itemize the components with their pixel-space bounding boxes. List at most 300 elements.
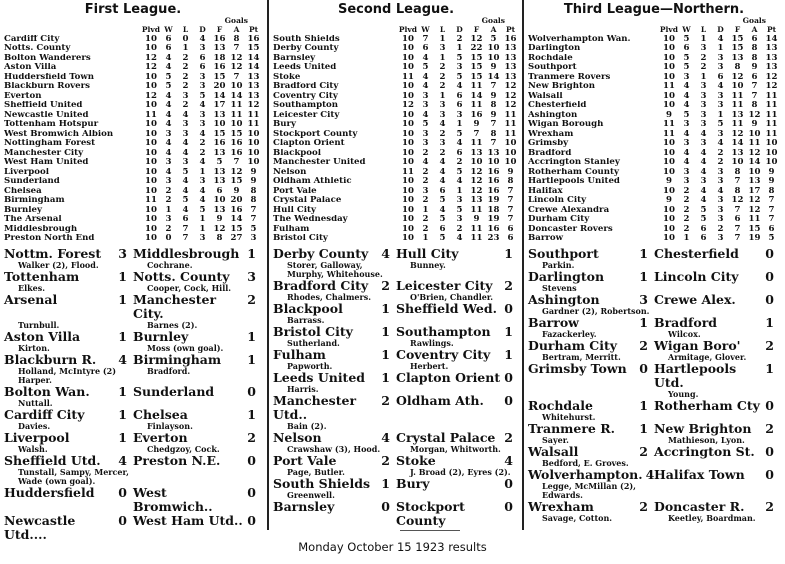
drawn-cell: 4 <box>199 100 206 110</box>
scorers-line <box>273 261 519 279</box>
played-cell: 10 <box>144 33 157 44</box>
goals-for-cell: 9 <box>216 214 223 224</box>
match-result <box>528 247 780 261</box>
goals-for-cell: 11 <box>731 90 744 101</box>
home-side <box>4 385 133 399</box>
lost-cell: 2 <box>700 52 707 63</box>
home-score: 1 <box>118 383 127 399</box>
drawn-cell: 3 <box>199 43 206 53</box>
standings-row <box>273 44 519 54</box>
drawn-cell: 3 <box>717 195 724 205</box>
team-name: Stoke <box>273 72 301 82</box>
team-name: Notts. County <box>4 44 71 53</box>
home-scorers: Page, Butler. <box>287 466 345 477</box>
won-cell: 5 <box>422 119 429 129</box>
home-side <box>4 486 133 514</box>
goals-for-cell: 11 <box>470 81 483 91</box>
standings-row <box>273 73 519 83</box>
goals-against-cell: 14 <box>487 71 500 82</box>
team-name: Leeds United <box>273 63 337 72</box>
away-score: 2 <box>247 291 256 307</box>
goals-against-cell: 16 <box>230 138 243 148</box>
match-result <box>528 362 780 390</box>
home-score: 1 <box>381 369 390 385</box>
goals-against-cell: 17 <box>748 185 761 196</box>
away-team: Crystal Palace <box>396 429 496 445</box>
goals-for-cell: 14 <box>731 138 744 148</box>
away-side <box>133 330 262 344</box>
team-name: Barnsley <box>273 53 316 63</box>
home-team: Tottenham <box>4 268 80 284</box>
goals-against-cell: 7 <box>233 71 240 82</box>
goals-against-cell: 7 <box>490 138 497 148</box>
team-name: Clapton Orient <box>273 139 345 148</box>
drawn-cell: 3 <box>717 233 724 243</box>
away-scorers: O'Brien, Chandler. <box>410 291 494 302</box>
points-cell: 7 <box>250 214 257 224</box>
home-score: 1 <box>639 245 648 261</box>
match-result <box>528 316 780 330</box>
home-score: 3 <box>639 291 648 307</box>
team-name: Oldham Athletic <box>273 177 352 186</box>
away-score: 1 <box>247 351 256 367</box>
won-cell: 3 <box>683 138 690 148</box>
goals-against-cell: 19 <box>487 195 500 205</box>
away-team: Clapton Orient <box>396 369 501 385</box>
away-side <box>133 514 262 542</box>
away-side <box>654 500 780 514</box>
team-name: Wrexham <box>528 129 574 139</box>
won-cell: 2 <box>683 185 690 196</box>
header-a: A <box>751 25 758 34</box>
goals-for-cell: 20 <box>213 81 226 91</box>
goals-for-cell: 15 <box>731 33 744 44</box>
away-scorers: Mathieson, Lyon. <box>668 434 745 445</box>
results-list <box>273 247 519 528</box>
away-scorers: Keetley, Boardman. <box>668 512 756 523</box>
lost-cell: 4 <box>439 204 446 215</box>
away-team: Burnley <box>133 328 189 344</box>
goals-for-cell: 16 <box>470 109 483 120</box>
lost-cell: 3 <box>700 119 707 129</box>
home-score: 2 <box>639 443 648 459</box>
away-side <box>654 270 780 284</box>
won-cell: 4 <box>683 100 690 110</box>
played-cell: 10 <box>144 185 157 196</box>
scorers-line <box>4 367 262 385</box>
home-score: 2 <box>639 337 648 353</box>
home-team: Manchester Utd.. <box>273 392 357 422</box>
played-cell: 10 <box>662 138 675 148</box>
home-score: 4 <box>645 466 655 482</box>
header-l: L <box>700 25 707 34</box>
home-side <box>273 247 396 261</box>
points-cell: 7 <box>768 204 775 215</box>
lost-cell: 4 <box>182 138 189 148</box>
lost-cell: 1 <box>182 43 189 53</box>
away-scorers: Herbert. <box>410 360 449 371</box>
won-cell: 4 <box>683 147 690 158</box>
team-name: Manchester United <box>273 158 366 167</box>
played-cell: 12 <box>401 100 414 110</box>
won-cell: 6 <box>683 43 690 53</box>
home-score: 3 <box>118 245 127 261</box>
match-result <box>273 348 519 362</box>
home-side <box>273 477 396 491</box>
home-team: Arsenal <box>4 291 58 307</box>
lost-cell: 1 <box>439 90 446 101</box>
team-name: West Bromwich Albion <box>4 129 114 139</box>
played-cell: 10 <box>662 71 675 82</box>
scorers-line <box>528 482 780 500</box>
lost-cell: 2 <box>439 147 446 158</box>
lost-cell: 4 <box>439 166 446 177</box>
match-result <box>528 445 780 459</box>
away-score: 2 <box>765 498 774 514</box>
lost-cell: 1 <box>700 71 707 82</box>
won-cell: 5 <box>683 33 690 44</box>
drawn-cell: 4 <box>717 33 724 44</box>
standings-row <box>273 149 519 159</box>
away-scorers: Chedgzoy, Cock. <box>147 443 220 454</box>
goals-for-cell: 13 <box>731 52 744 63</box>
standings-table <box>4 25 262 244</box>
lost-cell: 3 <box>700 43 707 53</box>
played-cell: 10 <box>662 223 675 234</box>
away-scorers: Wilcox. <box>668 328 701 339</box>
played-cell: 10 <box>662 157 675 167</box>
goals-against-cell: 16 <box>487 185 500 196</box>
points-cell: 9 <box>507 166 514 177</box>
standings-row <box>4 225 262 235</box>
lost-cell: 4 <box>182 109 189 120</box>
played-cell: 11 <box>401 166 414 177</box>
goals-for-cell: 15 <box>731 43 744 53</box>
won-cell: 5 <box>422 62 429 72</box>
header-f: F <box>473 25 480 34</box>
played-cell: 11 <box>144 109 157 120</box>
points-cell: 7 <box>768 214 775 224</box>
home-team: Derby County <box>273 245 369 261</box>
away-team: Preston N.E. <box>133 452 221 468</box>
points-cell: 9 <box>250 176 257 186</box>
home-scorers: Storer, Galloway, Murphy, Whitehouse. <box>287 259 383 279</box>
away-score: 1 <box>247 328 256 344</box>
team-name: Bolton Wanderers <box>4 53 91 63</box>
first-league-column <box>4 0 262 542</box>
away-side <box>396 454 519 468</box>
points-cell: 12 <box>765 81 778 91</box>
standings-row <box>273 215 519 225</box>
won-cell: 1 <box>165 204 172 215</box>
goals-against-cell: 10 <box>487 43 500 53</box>
team-name: Fulham <box>273 224 310 234</box>
team-name: New Brighton <box>528 82 595 91</box>
played-cell: 10 <box>662 233 675 243</box>
won-cell: 5 <box>683 109 690 120</box>
team-name: Bury <box>273 120 297 129</box>
lost-cell: 1 <box>439 52 446 63</box>
goals-against-cell: 12 <box>230 62 243 72</box>
away-score: 0 <box>504 475 513 491</box>
home-side <box>528 445 654 459</box>
away-team: Rotherham Cty <box>654 397 760 413</box>
home-team: Ashington <box>528 291 600 307</box>
goals-against-cell: 6 <box>751 71 758 82</box>
drawn-cell: 6 <box>456 90 463 101</box>
home-score: 1 <box>381 475 390 491</box>
home-side <box>273 500 396 528</box>
goals-for-cell: 15 <box>213 71 226 82</box>
away-team: Sheffield Wed. <box>396 300 497 316</box>
team-name: Crystal Palace <box>273 196 342 205</box>
goals-against-cell: 10 <box>487 52 500 63</box>
goals-against-cell: 15 <box>748 223 761 234</box>
goals-for-cell: 13 <box>731 147 744 158</box>
drawn-cell: 3 <box>717 166 724 177</box>
header-a: A <box>490 25 497 34</box>
won-cell: 3 <box>165 176 172 186</box>
played-cell: 11 <box>144 195 157 205</box>
goals-header: Goals <box>481 16 505 25</box>
standings-row <box>273 35 519 45</box>
lost-cell: 7 <box>182 223 189 234</box>
away-team: Doncaster R. <box>654 498 745 514</box>
scorers-line <box>528 514 780 523</box>
drawn-cell: 1 <box>717 109 724 120</box>
home-side <box>528 362 654 390</box>
team-name: Birmingham <box>4 196 65 205</box>
goals-for-cell: 12 <box>213 223 226 234</box>
team-name: Southampton <box>273 101 339 110</box>
played-cell: 10 <box>662 185 675 196</box>
scorers-line <box>4 468 262 486</box>
away-side <box>396 431 519 445</box>
lost-cell: 4 <box>700 166 707 177</box>
goals-for-cell: 15 <box>470 52 483 63</box>
match-result <box>528 293 780 307</box>
team-name: Leicester City <box>273 110 340 120</box>
goals-for-cell: 16 <box>213 138 226 148</box>
goals-against-cell: 9 <box>490 90 497 101</box>
won-cell: 4 <box>165 109 172 120</box>
lost-cell: 2 <box>439 128 446 139</box>
drawn-cell: 3 <box>717 90 724 101</box>
played-cell: 10 <box>144 138 157 148</box>
goals-against-cell: 14 <box>230 214 243 224</box>
won-cell: 2 <box>422 214 429 224</box>
standings-row <box>273 234 519 244</box>
home-scorers: Sayer. <box>542 434 569 445</box>
team-name: Sheffield United <box>4 101 83 110</box>
away-team: Bury <box>396 475 430 491</box>
goals-for-cell: 13 <box>213 109 226 120</box>
goals-against-cell: 9 <box>751 62 758 72</box>
home-scorers: Walsh. <box>18 443 48 454</box>
points-cell: 11 <box>247 119 260 129</box>
home-scorers: Elkes. <box>18 282 46 293</box>
goals-against-cell: 7 <box>490 119 497 129</box>
home-score: 0 <box>639 360 648 376</box>
results-list <box>4 247 262 542</box>
won-cell: 4 <box>165 100 172 110</box>
home-side <box>273 348 396 362</box>
lost-cell: 4 <box>700 185 707 196</box>
home-side <box>528 422 654 436</box>
played-cell: 10 <box>401 33 414 44</box>
goals-against-cell: 19 <box>487 214 500 224</box>
team-name: Chelsea <box>4 186 42 196</box>
goals-for-cell: 12 <box>731 71 744 82</box>
drawn-cell: 3 <box>199 71 206 82</box>
away-scorers: Moss (own goal). <box>147 342 224 353</box>
header-team <box>273 25 399 35</box>
goals-against-cell: 6 <box>751 33 758 44</box>
points-cell: 10 <box>765 138 778 148</box>
won-cell: 3 <box>165 214 172 224</box>
lost-cell: 6 <box>700 233 707 243</box>
lost-cell: 2 <box>439 62 446 72</box>
goals-for-cell: 17 <box>213 100 226 110</box>
home-side <box>273 394 396 422</box>
home-team: Barnsley <box>273 498 335 514</box>
won-cell: 4 <box>683 128 690 139</box>
won-cell: 5 <box>683 62 690 72</box>
points-cell: 10 <box>504 138 517 148</box>
header-pts: Pt <box>248 25 259 34</box>
match-result <box>4 514 262 542</box>
header-w: W <box>421 25 430 34</box>
drawn-cell: 2 <box>456 157 463 167</box>
played-cell: 10 <box>144 176 157 186</box>
drawn-cell: 4 <box>456 81 463 91</box>
won-cell: 2 <box>683 214 690 224</box>
home-score: 1 <box>381 300 390 316</box>
won-cell: 4 <box>422 109 429 120</box>
away-side <box>396 279 519 293</box>
played-cell: 10 <box>662 33 675 44</box>
team-name: Grimsby <box>528 139 569 148</box>
away-side <box>396 477 519 491</box>
header-l: L <box>439 25 446 34</box>
goals-against-cell: 9 <box>751 119 758 129</box>
header-pts: Pt <box>505 25 516 34</box>
won-cell: 3 <box>422 185 429 196</box>
goals-for-cell: 15 <box>470 62 483 72</box>
lost-cell: 2 <box>439 81 446 91</box>
header-l: L <box>182 25 189 34</box>
standings-row <box>528 225 780 235</box>
away-scorers: Rawlings. <box>410 337 454 348</box>
away-scorers <box>133 468 262 486</box>
standings-table <box>273 25 519 244</box>
played-cell: 10 <box>401 185 414 196</box>
points-cell: 11 <box>504 119 517 129</box>
home-score: 0 <box>118 484 127 500</box>
points-cell: 12 <box>247 100 260 110</box>
goals-against-cell: 12 <box>748 204 761 215</box>
standings-row <box>273 177 519 187</box>
home-scorers: Stevens <box>542 282 577 293</box>
standings-row <box>4 149 262 159</box>
home-team: Liverpool <box>4 429 70 445</box>
won-cell: 3 <box>165 157 172 167</box>
drawn-cell: 3 <box>199 109 206 120</box>
lost-cell: 4 <box>439 176 446 186</box>
won-cell: 7 <box>422 33 429 44</box>
goals-against-cell: 16 <box>230 204 243 215</box>
drawn-cell: 4 <box>456 233 463 243</box>
home-side <box>273 325 396 339</box>
played-cell: 10 <box>401 81 414 91</box>
team-name: Nottingham Forest <box>4 139 96 148</box>
won-cell: 4 <box>165 52 172 63</box>
header-w: W <box>682 25 691 34</box>
team-name: West Ham United <box>4 158 89 167</box>
away-team: Oldham Ath. <box>396 392 484 408</box>
home-scorers: Sutherland. <box>287 337 340 348</box>
played-cell: 10 <box>144 214 157 224</box>
goals-for-cell: 11 <box>470 204 483 215</box>
lost-cell: 5 <box>439 214 446 224</box>
points-cell: 7 <box>768 195 775 205</box>
goals-against-cell: 12 <box>748 109 761 120</box>
drawn-cell: 5 <box>456 166 463 177</box>
goals-for-cell: 11 <box>731 100 744 110</box>
home-team: Wrexham <box>528 498 594 514</box>
lost-cell: 6 <box>439 185 446 196</box>
team-name: Halifax <box>528 186 563 196</box>
lost-cell: 6 <box>700 223 707 234</box>
drawn-cell: 3 <box>456 109 463 120</box>
goals-against-cell: 7 <box>490 81 497 91</box>
goals-against-cell: 10 <box>748 128 761 139</box>
points-cell: 5 <box>250 223 257 234</box>
away-side <box>133 454 262 468</box>
lost-cell: 6 <box>182 214 189 224</box>
home-team: Southport <box>528 245 599 261</box>
standings-row <box>273 130 519 140</box>
goals-for-cell: 14 <box>213 90 226 101</box>
played-cell: 9 <box>665 109 672 120</box>
drawn-cell: 6 <box>456 147 463 158</box>
away-side <box>654 399 780 413</box>
goals-for-cell: 10 <box>731 157 744 167</box>
team-name: Aston Villa <box>4 63 57 72</box>
points-cell: 8 <box>768 185 775 196</box>
points-cell: 6 <box>507 223 514 234</box>
away-score: 0 <box>247 512 256 528</box>
match-result <box>4 385 262 399</box>
away-side <box>654 316 780 330</box>
drawn-cell: 1 <box>717 43 724 53</box>
played-cell: 10 <box>401 109 414 120</box>
team-name: The Arsenal <box>4 215 62 224</box>
won-cell: 3 <box>422 100 429 110</box>
standings-row <box>273 187 519 197</box>
match-result <box>528 399 780 413</box>
home-scorers: Kirton. <box>18 342 50 353</box>
drawn-cell: 2 <box>456 223 463 234</box>
won-cell: 5 <box>165 71 172 82</box>
team-name: The Wednesday <box>273 215 348 224</box>
won-cell: 0 <box>165 233 172 243</box>
second-league-column <box>267 0 519 530</box>
match-result <box>4 408 262 422</box>
goals-for-cell: 22 <box>470 43 483 53</box>
home-side <box>273 431 396 445</box>
away-scorers: Barnes (2). <box>147 319 198 330</box>
